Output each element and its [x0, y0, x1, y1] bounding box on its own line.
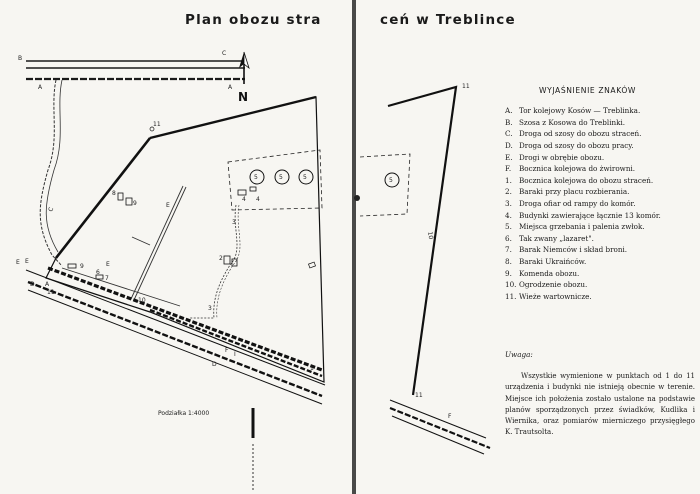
- legend-key: 9.: [505, 268, 512, 278]
- gas-chamber-building: [238, 190, 246, 195]
- label-b: B: [18, 55, 23, 62]
- legend-text: Barak Niemców i skład broni.: [519, 245, 628, 255]
- legend-key: 3.: [505, 199, 512, 209]
- legend-items: [505, 105, 695, 302]
- label-10: 10: [138, 297, 146, 304]
- label-4a: 4: [242, 196, 246, 203]
- railway-siding: [48, 268, 322, 376]
- legend-item: [505, 233, 695, 245]
- legend-key: 11.: [505, 291, 517, 301]
- legend-key: 7.: [505, 245, 512, 255]
- label-11-tower: 11: [153, 121, 161, 128]
- label-5c: 5: [303, 174, 307, 181]
- road-b: [26, 61, 245, 68]
- legend-text: Droga od szosy do obozu pracy.: [519, 141, 634, 151]
- label-11-right-bottom: 11: [415, 392, 423, 399]
- legend-item: [505, 198, 695, 210]
- label-a-top-left: A: [38, 84, 43, 91]
- label-a-left: A: [45, 281, 50, 288]
- label-d-left: D: [30, 281, 35, 288]
- label-f: F: [225, 347, 229, 354]
- legend-item: [505, 105, 695, 117]
- legend-key: A.: [505, 106, 513, 116]
- legend-text: Szosa z Kosowa do Treblinki.: [519, 117, 626, 127]
- legend-item: [505, 128, 695, 140]
- legend-key: D.: [505, 141, 513, 151]
- label-5a: 5: [254, 174, 258, 181]
- note-title: Uwaga:: [505, 350, 533, 359]
- camp-fence: [46, 97, 324, 382]
- undressing-barrack: [232, 259, 237, 266]
- commandant-building: [68, 264, 76, 268]
- legend-text: Miejsca grzebania i palenia zwłok.: [519, 222, 645, 232]
- legend-item: [505, 175, 695, 187]
- legend-item: [505, 267, 695, 279]
- legend-key: B.: [505, 117, 513, 127]
- title-left-part: Plan obozu stra: [185, 12, 322, 28]
- legend-item: [505, 163, 695, 175]
- legend-key: 10.: [505, 280, 517, 290]
- label-5-right: 5: [389, 177, 393, 184]
- bottom-roads: [26, 270, 325, 404]
- legend-item: [505, 209, 695, 221]
- label-c-road: C: [47, 206, 56, 213]
- legend-text: Bocznica kolejowa do żwirowni.: [519, 164, 636, 174]
- label-f-right: F: [448, 413, 452, 420]
- extermination-area-continuation: [360, 154, 410, 216]
- label-e-3: E: [25, 258, 29, 265]
- legend-text: Drogi w obrębie obozu.: [519, 152, 605, 162]
- legend-text: Droga ofiar od rampy do komór.: [519, 199, 636, 209]
- label-a-top-right: A: [228, 84, 233, 91]
- scale-label: Podziałka 1:4000: [158, 410, 210, 417]
- note: [505, 350, 695, 439]
- watchtower-icon: [150, 127, 154, 131]
- legend: [505, 86, 695, 302]
- label-3: 3: [208, 305, 212, 312]
- label-e-1: E: [166, 202, 170, 209]
- legend-text: Tak zwany „lazaret".: [519, 233, 594, 243]
- label-2: 2: [219, 255, 223, 262]
- legend-text: Baraki przy placu rozbierania.: [519, 187, 630, 197]
- legend-key: 8.: [505, 257, 512, 267]
- legend-key: E.: [505, 152, 513, 162]
- legend-key: 5.: [505, 222, 512, 232]
- legend-text: Droga od szosy do obozu straceń.: [519, 129, 642, 139]
- legend-item: [505, 186, 695, 198]
- legend-text: Komenda obozu.: [519, 268, 580, 278]
- legend-title: WYJAŚNIENIE ZNAKÓW: [539, 86, 637, 95]
- label-4b: 4: [256, 196, 260, 203]
- legend-key: 2.: [505, 187, 512, 197]
- ukrainian-barracks: [118, 193, 132, 205]
- legend-text: Budynki zawierające łącznie 13 komór.: [519, 210, 661, 220]
- legend-item: [505, 151, 695, 163]
- legend-item: [505, 117, 695, 129]
- legend-text: Wieże wartownicze.: [519, 291, 592, 301]
- label-3-top: 3: [232, 219, 236, 226]
- north-label: N: [238, 90, 249, 104]
- label-9: 9: [80, 263, 84, 270]
- label-1: 1: [310, 365, 314, 372]
- legend-text: Bocznica kolejowa do obozu straceń.: [519, 175, 654, 185]
- label-5b: 5: [279, 174, 283, 181]
- legend-item: [505, 279, 695, 291]
- legend-item: [505, 221, 695, 233]
- label-11-left: 11: [47, 289, 55, 296]
- label-8: 8: [112, 190, 116, 197]
- bottom-roads-continuation: [390, 400, 490, 454]
- label-i: I: [234, 351, 236, 358]
- pit-fragment-icon: [354, 195, 360, 201]
- legend-text: Baraki Ukraińców.: [519, 257, 587, 267]
- label-6: 6: [96, 269, 100, 276]
- label-10-right: 10: [426, 231, 435, 240]
- label-11-right-top: 11: [462, 83, 470, 90]
- label-d-bottom: D: [212, 361, 217, 368]
- legend-item: [505, 244, 695, 256]
- title-right-part: ceń w Treblince: [380, 12, 516, 28]
- legend-key: 6.: [505, 233, 512, 243]
- legend-item: [505, 256, 695, 268]
- note-text: Wszystkie wymienione w punktach od 1 do 11 urządzenia i budynki nie istnieją obecnie w terenie. Miejsce ich położenia zostało ustalone na podstawie planów sporządzonych przez świadków, Kudlika i Wiernika, oraz pomiarów mierniczego przysięgłego K. Trautsolta.: [505, 372, 695, 437]
- undressing-barrack: [224, 256, 230, 264]
- label-7: 7: [105, 275, 109, 282]
- label-e-left: E: [16, 259, 20, 266]
- legend-item: [505, 140, 695, 152]
- legend-item: [505, 291, 695, 303]
- label-c: C: [222, 50, 227, 57]
- label-9-near: 9: [133, 200, 137, 207]
- camp-fence-continuation: [388, 87, 456, 395]
- legend-key: 1.: [505, 175, 512, 185]
- small-building: [308, 262, 315, 268]
- legend-key: C.: [505, 129, 513, 139]
- legend-text: Ogrodzenie obozu.: [519, 280, 588, 290]
- label-e-2: E: [106, 261, 110, 268]
- legend-key: 4.: [505, 210, 512, 220]
- legend-text: Tor kolejowy Kosów — Treblinka.: [519, 106, 641, 116]
- legend-key: F.: [505, 164, 512, 174]
- gas-chamber-building: [250, 187, 256, 191]
